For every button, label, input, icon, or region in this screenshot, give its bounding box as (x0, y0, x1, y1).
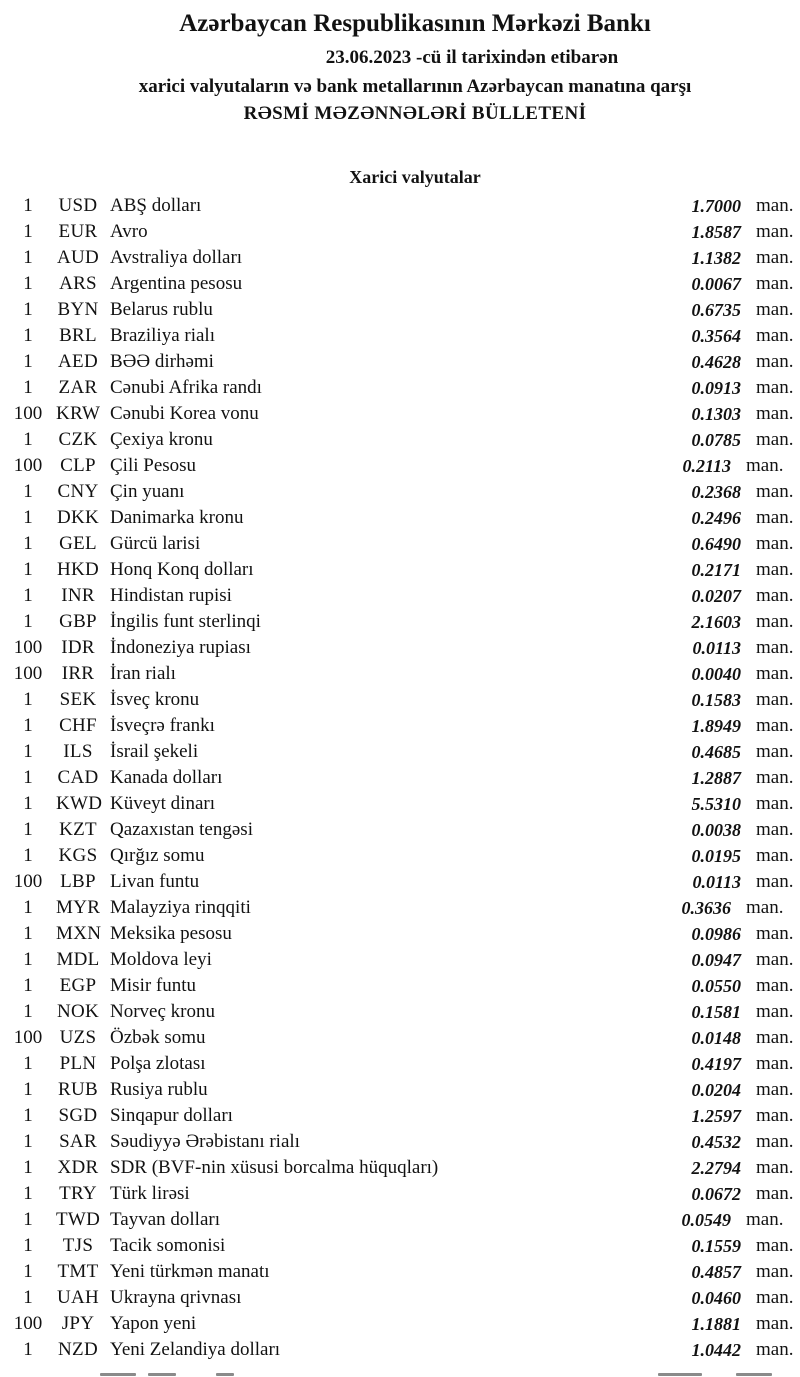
unit-label-cell: man. (756, 975, 794, 996)
rate-row (0, 245, 800, 271)
currency-name-cell: Livan funtu (110, 871, 200, 892)
currency-name-cell: Hindistan rupisi (110, 585, 232, 606)
rate-value-cell: 0.4532 (691, 1132, 741, 1152)
unit-label-cell: man. (746, 897, 784, 918)
unit-label-cell: man. (756, 1313, 794, 1334)
unit-label-cell: man. (756, 1287, 794, 1308)
unit-label-cell: man. (756, 195, 794, 216)
rate-row (0, 1337, 800, 1363)
currency-code-cell: BYN (57, 299, 99, 320)
rate-row (0, 1025, 800, 1051)
currency-name-cell: ABŞ dolları (110, 195, 202, 216)
unit-label-cell: man. (756, 273, 794, 294)
quantity-cell: 1 (23, 481, 33, 502)
currency-code-cell: GBP (59, 611, 97, 632)
currency-name-cell: Norveç kronu (110, 1001, 215, 1022)
currency-code-cell: CHF (59, 715, 97, 736)
currency-name-cell: Özbək somu (110, 1027, 206, 1048)
currency-code-cell: DKK (56, 507, 100, 528)
unit-label-cell: man. (756, 1157, 794, 1178)
rate-value-cell: 0.0460 (691, 1288, 741, 1308)
rate-row (0, 817, 800, 843)
unit-label-cell: man. (756, 923, 794, 944)
quantity-cell: 1 (23, 897, 33, 918)
unit-label-cell: man. (756, 715, 794, 736)
rate-row (0, 843, 800, 869)
currency-name-cell: Danimarka kronu (110, 507, 244, 528)
rate-row (0, 401, 800, 427)
quantity-cell: 1 (23, 1001, 33, 1022)
rate-row (0, 1181, 800, 1207)
rate-value-cell: 0.1303 (691, 404, 741, 424)
rate-row (0, 219, 800, 245)
rate-row (0, 739, 800, 765)
rate-value-cell: 0.4197 (691, 1054, 741, 1074)
quantity-cell: 1 (23, 1157, 33, 1178)
currency-name-cell: BƏƏ dirhəmi (110, 351, 214, 372)
unit-label-cell: man. (756, 871, 794, 892)
rate-row (0, 479, 800, 505)
section-title-foreign-currencies: Xarici valyutalar (349, 167, 481, 187)
currency-code-cell: TRY (59, 1183, 97, 1204)
rate-value-cell: 0.2171 (691, 560, 741, 580)
quantity-cell: 1 (23, 325, 33, 346)
rate-row (0, 869, 800, 895)
unit-label-cell: man. (756, 793, 794, 814)
quantity-cell: 1 (23, 429, 33, 450)
rate-value-cell: 0.6490 (691, 534, 741, 554)
rate-row (0, 973, 800, 999)
rate-value-cell: 0.4685 (691, 742, 741, 762)
quantity-cell: 1 (23, 507, 33, 528)
unit-label-cell: man. (756, 1027, 794, 1048)
quantity-cell: 1 (23, 585, 33, 606)
rate-value-cell: 2.2794 (691, 1158, 741, 1178)
rate-value-cell: 0.0549 (681, 1210, 731, 1230)
currency-name-cell: Tacik somonisi (110, 1235, 226, 1256)
unit-label-cell: man. (756, 1001, 794, 1022)
rate-value-cell: 0.0785 (691, 430, 741, 450)
unit-label-cell: man. (756, 663, 794, 684)
currency-name-cell: Avro (110, 221, 148, 242)
quantity-cell: 1 (23, 533, 33, 554)
currency-code-cell: SEK (59, 689, 97, 710)
rate-value-cell: 0.0986 (691, 924, 741, 944)
currency-code-cell: ARS (59, 273, 97, 294)
currency-name-cell: İsveç kronu (110, 689, 200, 710)
bulletin-header (0, 0, 800, 188)
currency-name-cell: Qazaxıstan tengəsi (110, 819, 253, 840)
rate-row (0, 531, 800, 557)
quantity-cell: 1 (23, 949, 33, 970)
rate-row (0, 921, 800, 947)
unit-label-cell: man. (756, 1339, 794, 1360)
quantity-cell: 100 (13, 455, 43, 476)
currency-code-cell: MYR (56, 897, 101, 918)
quantity-cell: 1 (23, 299, 33, 320)
rate-value-cell: 1.1881 (691, 1314, 741, 1334)
unit-label-cell: man. (756, 533, 794, 554)
quantity-cell: 1 (23, 845, 33, 866)
quantity-cell: 1 (23, 1235, 33, 1256)
quantity-cell: 100 (13, 637, 43, 658)
currency-name-cell: Qırğız somu (110, 845, 205, 866)
quantity-cell: 1 (23, 351, 33, 372)
currency-code-cell: LBP (60, 871, 96, 892)
unit-label-cell: man. (756, 1131, 794, 1152)
currency-name-cell: Belarus rublu (110, 299, 213, 320)
rate-value-cell: 0.2368 (691, 482, 741, 502)
rate-value-cell: 0.0113 (692, 872, 741, 892)
quantity-cell: 100 (13, 403, 43, 424)
quantity-cell: 1 (23, 1209, 33, 1230)
currency-name-cell: Avstraliya dolları (110, 247, 243, 268)
quantity-cell: 1 (23, 689, 33, 710)
unit-label-cell: man. (756, 611, 794, 632)
unit-label-cell: man. (756, 559, 794, 580)
rate-row (0, 947, 800, 973)
unit-label-cell: man. (756, 689, 794, 710)
currency-code-cell: SGD (58, 1105, 98, 1126)
quantity-cell: 1 (23, 767, 33, 788)
currency-code-cell: HKD (56, 559, 100, 580)
currency-code-cell: MDL (56, 949, 100, 970)
currency-name-cell: SDR (BVF-nin xüsusi borcalma hüquqları) (110, 1157, 439, 1178)
currency-code-cell: IDR (61, 637, 95, 658)
currency-name-cell: Küveyt dinarı (110, 793, 216, 814)
currency-name-cell: Polşa zlotası (110, 1053, 206, 1074)
currency-code-cell: SAR (59, 1131, 97, 1152)
currency-code-cell: TJS (62, 1235, 94, 1256)
currency-code-cell: KGS (58, 845, 98, 866)
quantity-cell: 1 (23, 1183, 33, 1204)
currency-name-cell: Çin yuanı (110, 481, 185, 502)
currency-code-cell: INR (61, 585, 95, 606)
unit-label-cell: man. (756, 767, 794, 788)
quantity-cell: 1 (23, 377, 33, 398)
currency-code-cell: IRR (61, 663, 95, 684)
unit-label-cell: man. (756, 429, 794, 450)
rate-row (0, 1051, 800, 1077)
bulletin-title: RƏSMİ MƏZƏNNƏLƏRİ BÜLLETENİ (243, 103, 587, 124)
unit-label-cell: man. (756, 845, 794, 866)
currency-code-cell: NZD (58, 1339, 98, 1360)
currency-name-cell: İran rialı (110, 663, 176, 684)
unit-label-cell: man. (756, 1235, 794, 1256)
rate-value-cell: 0.0672 (691, 1184, 741, 1204)
rate-value-cell: 0.2496 (691, 508, 741, 528)
quantity-cell: 1 (23, 1287, 33, 1308)
currency-code-cell: XDR (57, 1157, 99, 1178)
rate-row (0, 661, 800, 687)
quantity-cell: 1 (23, 1079, 33, 1100)
unit-label-cell: man. (756, 507, 794, 528)
quantity-cell: 1 (23, 221, 33, 242)
rate-value-cell: 1.8587 (691, 222, 741, 242)
currency-code-cell: KZT (59, 819, 97, 840)
currency-code-cell: ILS (63, 741, 93, 762)
rate-value-cell: 0.0947 (691, 950, 741, 970)
currency-name-cell: Gürcü larisi (110, 533, 201, 554)
rate-row (0, 297, 800, 323)
currency-code-cell: MXN (56, 923, 102, 944)
unit-label-cell: man. (756, 1183, 794, 1204)
rate-value-cell: 0.0148 (691, 1028, 741, 1048)
quantity-cell: 1 (23, 1053, 33, 1074)
rate-row (0, 1129, 800, 1155)
rate-row (0, 1311, 800, 1337)
rate-value-cell: 0.1583 (691, 690, 741, 710)
currency-code-cell: KWD (56, 793, 103, 814)
quantity-cell: 1 (23, 247, 33, 268)
unit-label-cell: man. (746, 1209, 784, 1230)
unit-label-cell: man. (756, 949, 794, 970)
currency-code-cell: USD (58, 195, 98, 216)
currency-name-cell: Braziliya rialı (110, 325, 215, 346)
quantity-cell: 1 (23, 559, 33, 580)
quantity-cell: 1 (23, 1105, 33, 1126)
quantity-cell: 1 (23, 975, 33, 996)
quantity-cell: 1 (23, 1131, 33, 1152)
rate-row (0, 453, 800, 479)
rate-value-cell: 0.0113 (692, 638, 741, 658)
next-row-cutoff (0, 1370, 800, 1377)
rate-value-cell: 0.1559 (691, 1236, 741, 1256)
currency-name-cell: Tayvan dolları (110, 1209, 220, 1230)
rate-value-cell: 0.4628 (691, 352, 741, 372)
rate-row (0, 193, 800, 219)
rate-row (0, 1233, 800, 1259)
currency-name-cell: Meksika pesosu (110, 923, 232, 944)
rate-row (0, 1077, 800, 1103)
quantity-cell: 1 (23, 715, 33, 736)
currency-name-cell: Sinqapur dolları (110, 1105, 233, 1126)
quantity-cell: 100 (13, 1313, 43, 1334)
currency-code-cell: AED (58, 351, 98, 372)
rate-value-cell: 0.0550 (691, 976, 741, 996)
rate-value-cell: 1.8949 (691, 716, 741, 736)
currency-code-cell: AUD (56, 247, 100, 268)
effective-date-line: 23.06.2023 -cü il tarixindən etibarən (325, 47, 619, 68)
currency-code-cell: EGP (59, 975, 97, 996)
currency-code-cell: CNY (57, 481, 99, 502)
rate-value-cell: 0.2113 (682, 456, 731, 476)
currency-name-cell: Malayziya rinqqiti (110, 897, 251, 918)
currency-name-cell: Yapon yeni (110, 1313, 197, 1334)
rate-value-cell: 0.3564 (691, 326, 741, 346)
rate-row (0, 1155, 800, 1181)
unit-label-cell: man. (756, 1105, 794, 1126)
rate-row (0, 1285, 800, 1311)
rate-row (0, 271, 800, 297)
rate-row (0, 323, 800, 349)
rate-row (0, 349, 800, 375)
rate-row (0, 687, 800, 713)
unit-label-cell: man. (756, 351, 794, 372)
currency-name-cell: Kanada dolları (110, 767, 223, 788)
rate-row (0, 791, 800, 817)
currency-code-cell: CZK (58, 429, 98, 450)
quantity-cell: 100 (13, 871, 43, 892)
currency-code-cell: UZS (59, 1027, 97, 1048)
currency-code-cell: CAD (57, 767, 99, 788)
quantity-cell: 100 (13, 1027, 43, 1048)
currency-code-cell: TWD (56, 1209, 101, 1230)
rate-row (0, 765, 800, 791)
rate-value-cell: 1.1382 (691, 248, 741, 268)
rate-value-cell: 1.2887 (691, 768, 741, 788)
rate-value-cell: 0.0913 (691, 378, 741, 398)
rate-value-cell: 0.0067 (691, 274, 741, 294)
quantity-cell: 1 (23, 1339, 33, 1360)
rate-row (0, 713, 800, 739)
quantity-cell: 1 (23, 611, 33, 632)
bank-title: Azərbaycan Respublikasının Mərkəzi Bankı (179, 10, 651, 37)
currency-name-cell: Çili Pesosu (110, 455, 197, 476)
quantity-cell: 1 (23, 195, 33, 216)
unit-label-cell: man. (756, 481, 794, 502)
rate-value-cell: 1.7000 (691, 196, 741, 216)
currency-code-cell: TMT (57, 1261, 99, 1282)
unit-label-cell: man. (756, 741, 794, 762)
currency-name-cell: Moldova leyi (110, 949, 212, 970)
quantity-cell: 1 (23, 1261, 33, 1282)
rate-row (0, 375, 800, 401)
currency-name-cell: İsrail şekeli (110, 741, 199, 762)
rate-row (0, 1259, 800, 1285)
unit-label-cell: man. (756, 1079, 794, 1100)
rate-row (0, 609, 800, 635)
rate-row (0, 583, 800, 609)
unit-label-cell: man. (756, 299, 794, 320)
currency-name-cell: İngilis funt sterlinqi (110, 611, 261, 632)
rate-value-cell: 0.6735 (691, 300, 741, 320)
currency-name-cell: Honq Konq dolları (110, 559, 254, 580)
unit-label-cell: man. (756, 637, 794, 658)
rate-row (0, 557, 800, 583)
rate-row (0, 1103, 800, 1129)
currency-code-cell: BRL (59, 325, 97, 346)
quantity-cell: 1 (23, 923, 33, 944)
quantity-cell: 1 (23, 793, 33, 814)
currency-code-cell: PLN (59, 1053, 97, 1074)
currency-code-cell: JPY (61, 1313, 95, 1334)
rate-row (0, 1207, 800, 1233)
currency-name-cell: Rusiya rublu (110, 1079, 208, 1100)
currency-code-cell: UAH (56, 1287, 100, 1308)
currency-name-cell: Yeni türkmən manatı (110, 1261, 270, 1282)
currency-code-cell: ZAR (58, 377, 98, 398)
currency-name-cell: Türk lirəsi (110, 1183, 190, 1204)
rate-row (0, 895, 800, 921)
currency-code-cell: RUB (58, 1079, 98, 1100)
unit-label-cell: man. (756, 403, 794, 424)
quantity-cell: 1 (23, 819, 33, 840)
rate-value-cell: 1.0442 (691, 1340, 741, 1360)
rate-value-cell: 0.0195 (691, 846, 741, 866)
rate-value-cell: 5.5310 (691, 794, 741, 814)
currency-code-cell: CLP (60, 455, 96, 476)
unit-label-cell: man. (756, 819, 794, 840)
unit-label-cell: man. (756, 585, 794, 606)
currency-name-cell: Ukrayna qrivnası (110, 1287, 242, 1308)
rate-value-cell: 2.1603 (691, 612, 741, 632)
unit-label-cell: man. (746, 455, 784, 476)
currency-code-cell: KRW (56, 403, 101, 424)
currency-name-cell: İsveçrə frankı (110, 715, 215, 736)
currency-name-cell: Yeni Zelandiya dolları (110, 1339, 281, 1360)
rate-value-cell: 0.4857 (691, 1262, 741, 1282)
rate-value-cell: 0.0038 (691, 820, 741, 840)
currency-code-cell: EUR (58, 221, 98, 242)
currency-name-cell: İndoneziya rupiası (110, 637, 251, 658)
quantity-cell: 100 (13, 663, 43, 684)
rate-row (0, 505, 800, 531)
currency-name-cell: Səudiyyə Ərəbistanı rialı (110, 1131, 300, 1152)
currency-name-cell: Cənubi Afrika randı (110, 377, 262, 398)
rate-row (0, 999, 800, 1025)
quantity-cell: 1 (23, 741, 33, 762)
rate-value-cell: 0.3636 (681, 898, 731, 918)
currency-code-cell: GEL (59, 533, 97, 554)
rate-value-cell: 0.0040 (691, 664, 741, 684)
rate-value-cell: 0.0207 (691, 586, 741, 606)
unit-label-cell: man. (756, 1261, 794, 1282)
currency-code-cell: NOK (56, 1001, 100, 1022)
quantity-cell: 1 (23, 273, 33, 294)
subject-line: xarici valyutaların və bank metallarının Azərbaycan manatına qarşı (138, 76, 692, 97)
unit-label-cell: man. (756, 1053, 794, 1074)
unit-label-cell: man. (756, 325, 794, 346)
unit-label-cell: man. (756, 247, 794, 268)
rate-value-cell: 1.2597 (691, 1106, 741, 1126)
unit-label-cell: man. (756, 377, 794, 398)
rates-table (0, 193, 800, 1363)
currency-name-cell: Misir funtu (110, 975, 197, 996)
currency-name-cell: Cənubi Korea vonu (110, 403, 259, 424)
currency-name-cell: Argentina pesosu (110, 273, 243, 294)
rate-row (0, 427, 800, 453)
currency-name-cell: Çexiya kronu (110, 429, 213, 450)
unit-label-cell: man. (756, 221, 794, 242)
rate-value-cell: 0.1581 (691, 1002, 741, 1022)
rate-row (0, 635, 800, 661)
rate-value-cell: 0.0204 (691, 1080, 741, 1100)
